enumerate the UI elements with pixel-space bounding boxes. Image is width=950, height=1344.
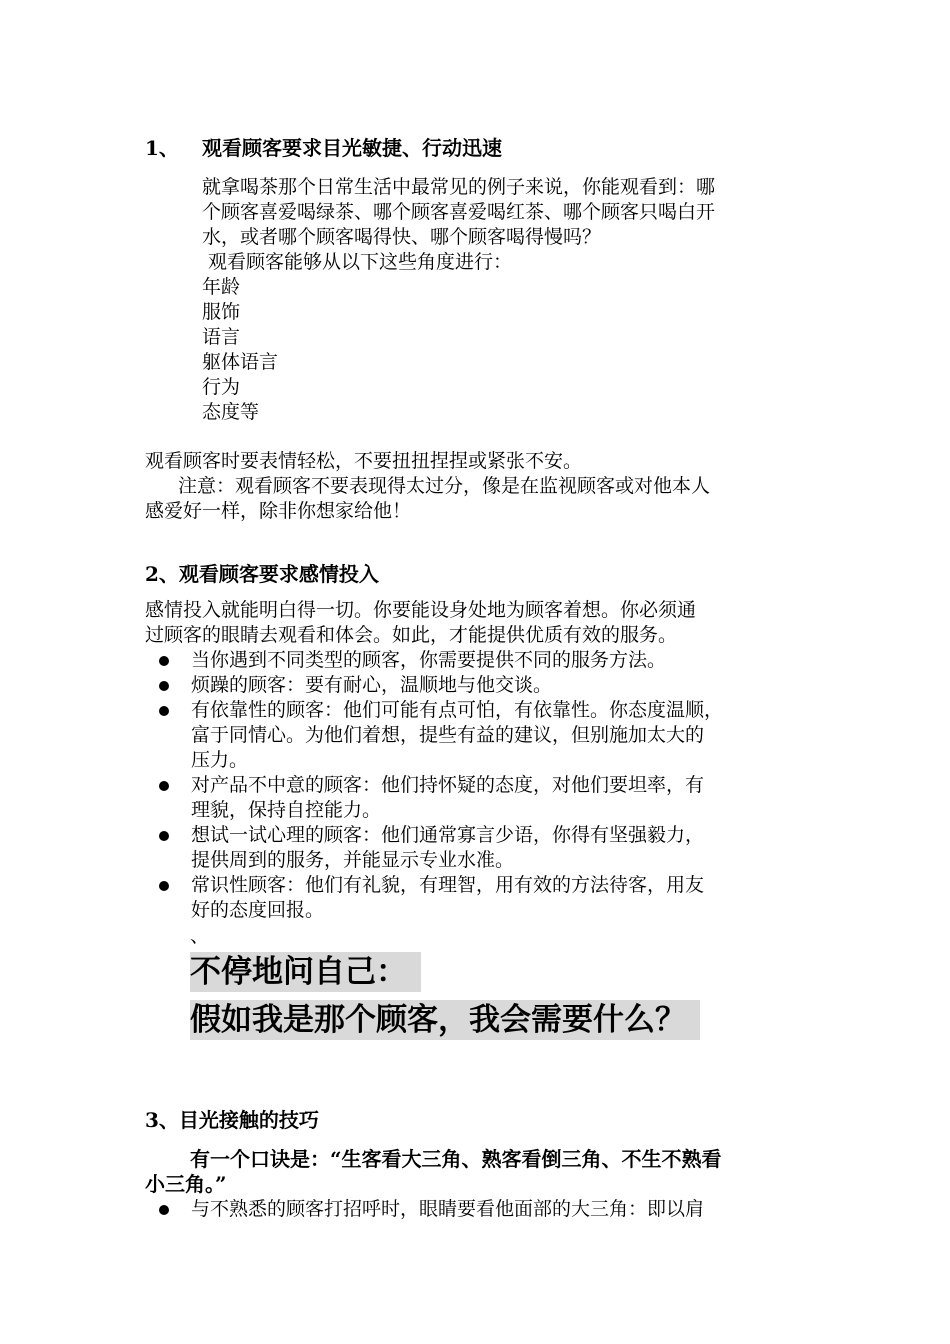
section3-bullet-list (145, 1197, 835, 1222)
bullet-item: 常识性顾客：他们有礼貌，有理智，用有效的方法待客，用友 好的态度回报。 (145, 873, 835, 923)
bullet-item: 当你遇到不同类型的顾客，你需要提供不同的服务方法。 (145, 648, 835, 673)
section1-title: 观看顾客要求目光敏捷、行动迅速 (202, 136, 502, 160)
section1-paragraph (202, 175, 812, 425)
bullet-item: 与不熟悉的顾客打招呼时，眼睛要看他面部的大三角：即以肩 (145, 1197, 835, 1222)
bullet-dot-icon (159, 881, 169, 891)
bullet-dot-icon (159, 656, 169, 666)
paragraph-line: 就拿喝茶那个日常生活中最常见的例子来说，你能观看到：哪 (202, 176, 716, 198)
highlight-question-line: 不停地问自己： (190, 952, 421, 992)
section2-bullet-list (145, 648, 835, 923)
section3-motto-line: 小三角。” (145, 1172, 227, 1196)
section3-title: 3、目光接触的技巧 (145, 1108, 319, 1132)
stray-mark: 、 (190, 925, 210, 947)
bullet-dot-icon (159, 831, 169, 841)
bullet-item: 想试一试心理的顾客：他们通常寡言少语，你得有坚强毅力， 提供周到的服务，并能显示专业水准。 (145, 823, 835, 873)
section1-caution-line: 感爱好一样，除非你想家给他！ (145, 500, 412, 522)
aspect-item: 行为 (202, 376, 241, 398)
paragraph-line: 个顾客喜爱喝绿茶、哪个顾客喜爱喝红茶、哪个顾客只喝白开 (202, 201, 716, 223)
aspect-item: 服饰 (202, 301, 241, 323)
paragraph-line: 观看顾客能够从以下这些角度进行： (202, 251, 513, 273)
section2-title: 2、观看顾客要求感情投入 (145, 562, 379, 586)
bullet-dot-icon (159, 706, 169, 716)
section3-motto-line: 有一个口诀是：“生客看大三角、熟客看倒三角、不生不熟看 (190, 1147, 722, 1171)
section1-caution-line: 注意：观看顾客不要表现得太过分，像是在监视顾客或对他本人 (178, 475, 711, 497)
bullet-item: 对产品不中意的顾客：他们持怀疑的态度，对他们要坦率，有 理貌，保持自控能力。 (145, 773, 835, 823)
bullet-dot-icon (159, 781, 169, 791)
section2-intro-line: 感情投入就能明白得一切。你要能设身处地为顾客着想。你必须通 (145, 599, 697, 621)
aspect-item: 语言 (202, 326, 241, 348)
section1-note-line: 观看顾客时要表情轻松，不要扭扭捏捏或紧张不安。 (145, 450, 583, 472)
bullet-item: 烦躁的顾客：要有耐心，温顺地与他交谈。 (145, 673, 835, 698)
paragraph-line: 水，或者哪个顾客喝得快、哪个顾客喝得慢吗？ (202, 226, 602, 248)
highlight-question-line: 假如我是那个顾客，我会需要什么？ (190, 1000, 700, 1040)
section2-intro-line: 过顾客的眼睛去观看和体会。如此，才能提供优质有效的服务。 (145, 624, 678, 646)
aspect-item: 年龄 (202, 276, 241, 298)
aspect-item: 躯体语言 (202, 351, 279, 373)
bullet-item: 有依靠性的顾客：他们可能有点可怕，有依靠性。你态度温顺， 富于同情心。为他们着想，提些有益的建议，但别施加太大的 压力。 (145, 698, 835, 773)
bullet-dot-icon (159, 681, 169, 691)
section1-number: 1、 (145, 136, 179, 160)
aspect-item: 态度等 (202, 401, 260, 423)
bullet-dot-icon (159, 1205, 169, 1215)
